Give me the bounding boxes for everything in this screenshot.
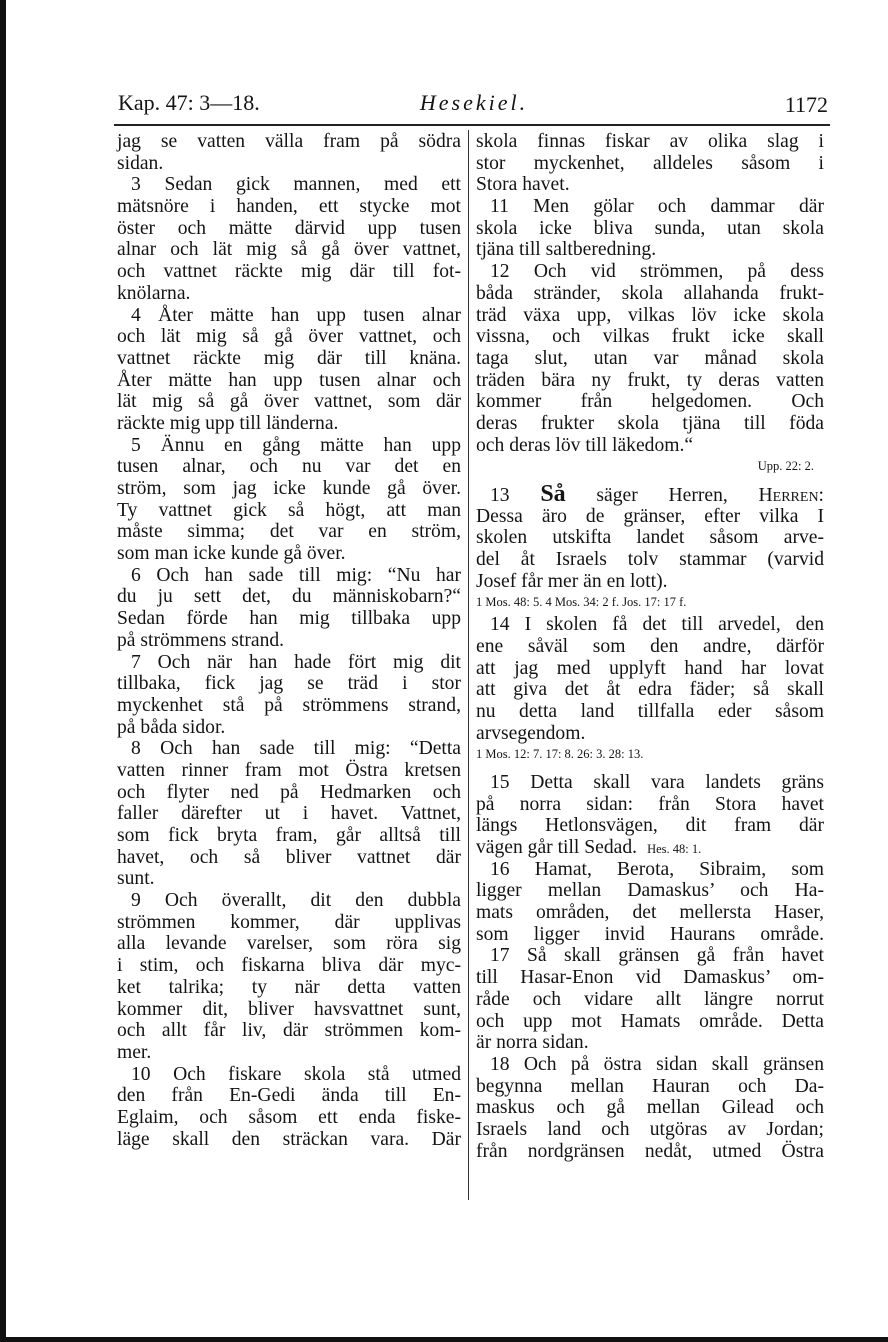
text-line: vatten rinner fram mot Östra kretsen [117,759,461,781]
text-line: ström, som jag icke kunde gå över. [117,478,461,499]
text-line: taga slut, utan var månad skola [476,347,824,369]
verse-10-start: 10 Och fiskare skola stå utmed [131,1063,461,1085]
text-line: alnar och lät mig så gå över vattnet, [117,239,461,261]
text-line: läge skall den sträckan vara. Där [117,1128,461,1150]
verse-4-start: 4 Åter mätte han upp tusen alnar [131,304,461,326]
verse-5-start: 5 Ännu en gång mätte han upp [131,434,461,456]
text-line: träden bära ny frukt, ty deras vatten [476,369,824,391]
text-line: längs Hetlonsvägen, dit fram där [476,815,824,837]
text-line: knölarna. [117,282,191,304]
text-line: räckte mig upp till länderna. [117,412,339,434]
text-line: Ty vattnet gick så högt, att man [117,499,461,521]
text-line: alla levande varelser, som röra sig [117,933,461,955]
text-line: havet, och så bliver vattnet där [117,846,461,868]
text-line: kommer dit, bliver havsvattnet sunt, [117,998,461,1020]
text-line: sunt. [117,868,155,890]
text-line: ket talrika; ty när detta vatten [117,976,461,998]
text-line: är norra sidan. [476,1032,589,1054]
book-title: Hesekiel. [419,90,529,115]
column-divider [468,130,469,1200]
text-line: Sedan förde han mig tillbaka upp [117,608,461,630]
text-line: jag se vatten välla fram på södra [117,131,461,152]
verse-11-start: 11 Men gölar och dammar där [490,196,824,218]
text-line: som fick bryta fram, går alltså till [117,825,461,846]
emphasis-word: Så [540,481,566,507]
text-line: Stora havet. [476,174,570,196]
text-line: skola icke bliva sunda, utan skola [476,217,824,239]
text-line: träd växa upp, vilkas löv icke skola [476,304,824,326]
running-head: Kap. 47: 3—18. [118,90,260,115]
text-line: som ligger invid Haurans område. [476,923,824,945]
text-line: faller därefter ut i havet. Vattnet, [117,803,461,825]
verse-number: 13 [490,485,510,506]
text-line: myckenhet stå på strömmens strand, [117,694,461,716]
text-line: maskus och gå mellan Gilead och [476,1097,824,1119]
text-line: mer. [117,1041,152,1063]
text-line: deras frukter skola tjäna till föda [476,412,824,434]
text-line: lät mig så gå över vattnet, som där [117,391,461,413]
text-line: skolen utskifta landet såsom arve- [476,527,824,549]
text-line: råde och vidare allt längre norrut [476,988,824,1010]
cross-reference: Upp. 22: 2. [757,459,814,474]
text-line: Israels land och utgöras av Jordan; [476,1118,824,1140]
text-line: och vattnet räckte mig där till fot- [117,261,461,283]
cross-reference: 1 Mos. 48: 5. 4 Mos. 34: 2 f. Jos. 17: 17 f. [476,595,687,610]
text-line: på båda sidor. [117,716,226,738]
text-line: Dessa äro de gränser, efter vilka I [476,505,824,527]
text-line: Eglaim, och såsom ett enda fiske- [117,1106,461,1128]
text-line: och upp mot Hamats område. Detta [476,1010,824,1032]
text-line: att jag med upplyft hand har lovat [476,657,824,679]
text-line [476,837,824,859]
text-line: och lät mig så gå över vattnet, och [117,326,461,348]
text-line: kommer från helgedomen. Och [476,391,824,413]
text-line: arvsegendom. [476,722,586,744]
text-line: båda stränder, skola allahanda frukt- [476,282,824,304]
verse-6-start: 6 Och han sade till mig: “Nu har [131,564,461,586]
verse-18-start: 18 Och på östra sidan skall gränsen [490,1053,824,1075]
text-line: som man icke kunde gå över. [117,543,346,565]
text-line: till Hasar-Enon vid Damaskus’ om- [476,967,824,989]
text-line: och deras löv till läkedom.“ [476,434,694,456]
verse-13-start [476,481,824,507]
text-line: mätsnöre i handen, ett stycke mot [117,196,461,218]
text-line: på norra sidan: från Stora havet [476,793,824,815]
scan-bottom-edge [0,1337,888,1342]
text-line: del åt Israels tolv stammar (varvid [476,549,824,571]
text-line: och allt får liv, där strömmen kom- [117,1020,461,1042]
header-rule [114,124,830,126]
text-span: vägen går till Sedad. [476,837,638,858]
text-line: begynna mellan Hauran och Da- [476,1075,824,1097]
text-line: att giva det åt edra fäder; så skall [476,679,824,701]
verse-17-start: 17 Så skall gränsen gå från havet [490,945,824,967]
text-line: strömmen kommer, där upplivas [117,911,461,933]
divine-name: Herren: [758,485,824,506]
text-line: Josef får mer än en lott). [476,570,668,592]
text-line: vissna, och vilkas frukt icke skall [476,326,824,348]
text-line: i stim, och fiskarna bliva där myc- [117,955,461,977]
verse-15-start: 15 Detta skall vara landets gräns [490,771,824,793]
text-line: nu detta land tillfalla eder såsom [476,700,824,722]
text-line: skola finnas fiskar av olika slag i [476,131,824,152]
text-line: tusen alnar, och nu var det en [117,456,461,478]
text-line: från nordgränsen nedåt, utmed Östra [476,1140,824,1162]
text-line: sidan. [117,152,164,174]
verse-14-start: 14 I skolen få det till arvedel, den [490,614,824,636]
text-line: måste simma; det var en ström, [117,521,461,543]
text-line: Åter mätte han upp tusen alnar och [117,369,461,391]
verse-7-start: 7 Och när han hade fört mig dit [131,651,461,673]
cross-reference: Hes. 48: 1. [647,842,702,856]
text-line: ligger mellan Damaskus’ och Ha- [476,880,824,902]
text-line: tjäna till saltberedning. [476,239,657,261]
page-header [118,90,830,124]
text-line: på strömmens strand. [117,629,285,651]
verse-16-start: 16 Hamat, Berota, Sibraim, som [490,858,824,880]
verse-12-start: 12 Och vid strömmen, på dess [490,261,824,283]
text-line: vattnet räckte mig där till knäna. [117,347,461,369]
text-line: mats områden, det mellersta Haser, [476,902,824,924]
text-line: du ju sett det, du människobarn?“ [117,586,461,608]
text-line: öster och mätte därvid upp tusen [117,217,461,239]
verse-8-start: 8 Och han sade till mig: “Detta [131,738,461,760]
left-column [117,131,461,1150]
verse-3-start: 3 Sedan gick mannen, med ett [131,174,461,196]
scan-left-edge [0,0,6,1342]
text-line: tillbaka, fick jag se träd i stor [117,673,461,695]
verse-9-start: 9 Och överallt, dit den dubbla [131,890,461,912]
text-line: den från En-Gedi ända till En- [117,1085,461,1107]
page-number: 1172 [784,92,828,117]
cross-reference: 1 Mos. 12: 7. 17: 8. 26: 3. 28: 13. [476,747,644,762]
text-line: och flyter ned på Hedmarken och [117,781,461,803]
text-line: stor myckenhet, alldeles såsom i [476,152,824,174]
text-line: ene såväl som den andre, därför [476,635,824,657]
text-span: säger Herren, [596,485,728,506]
right-column [476,131,824,1162]
